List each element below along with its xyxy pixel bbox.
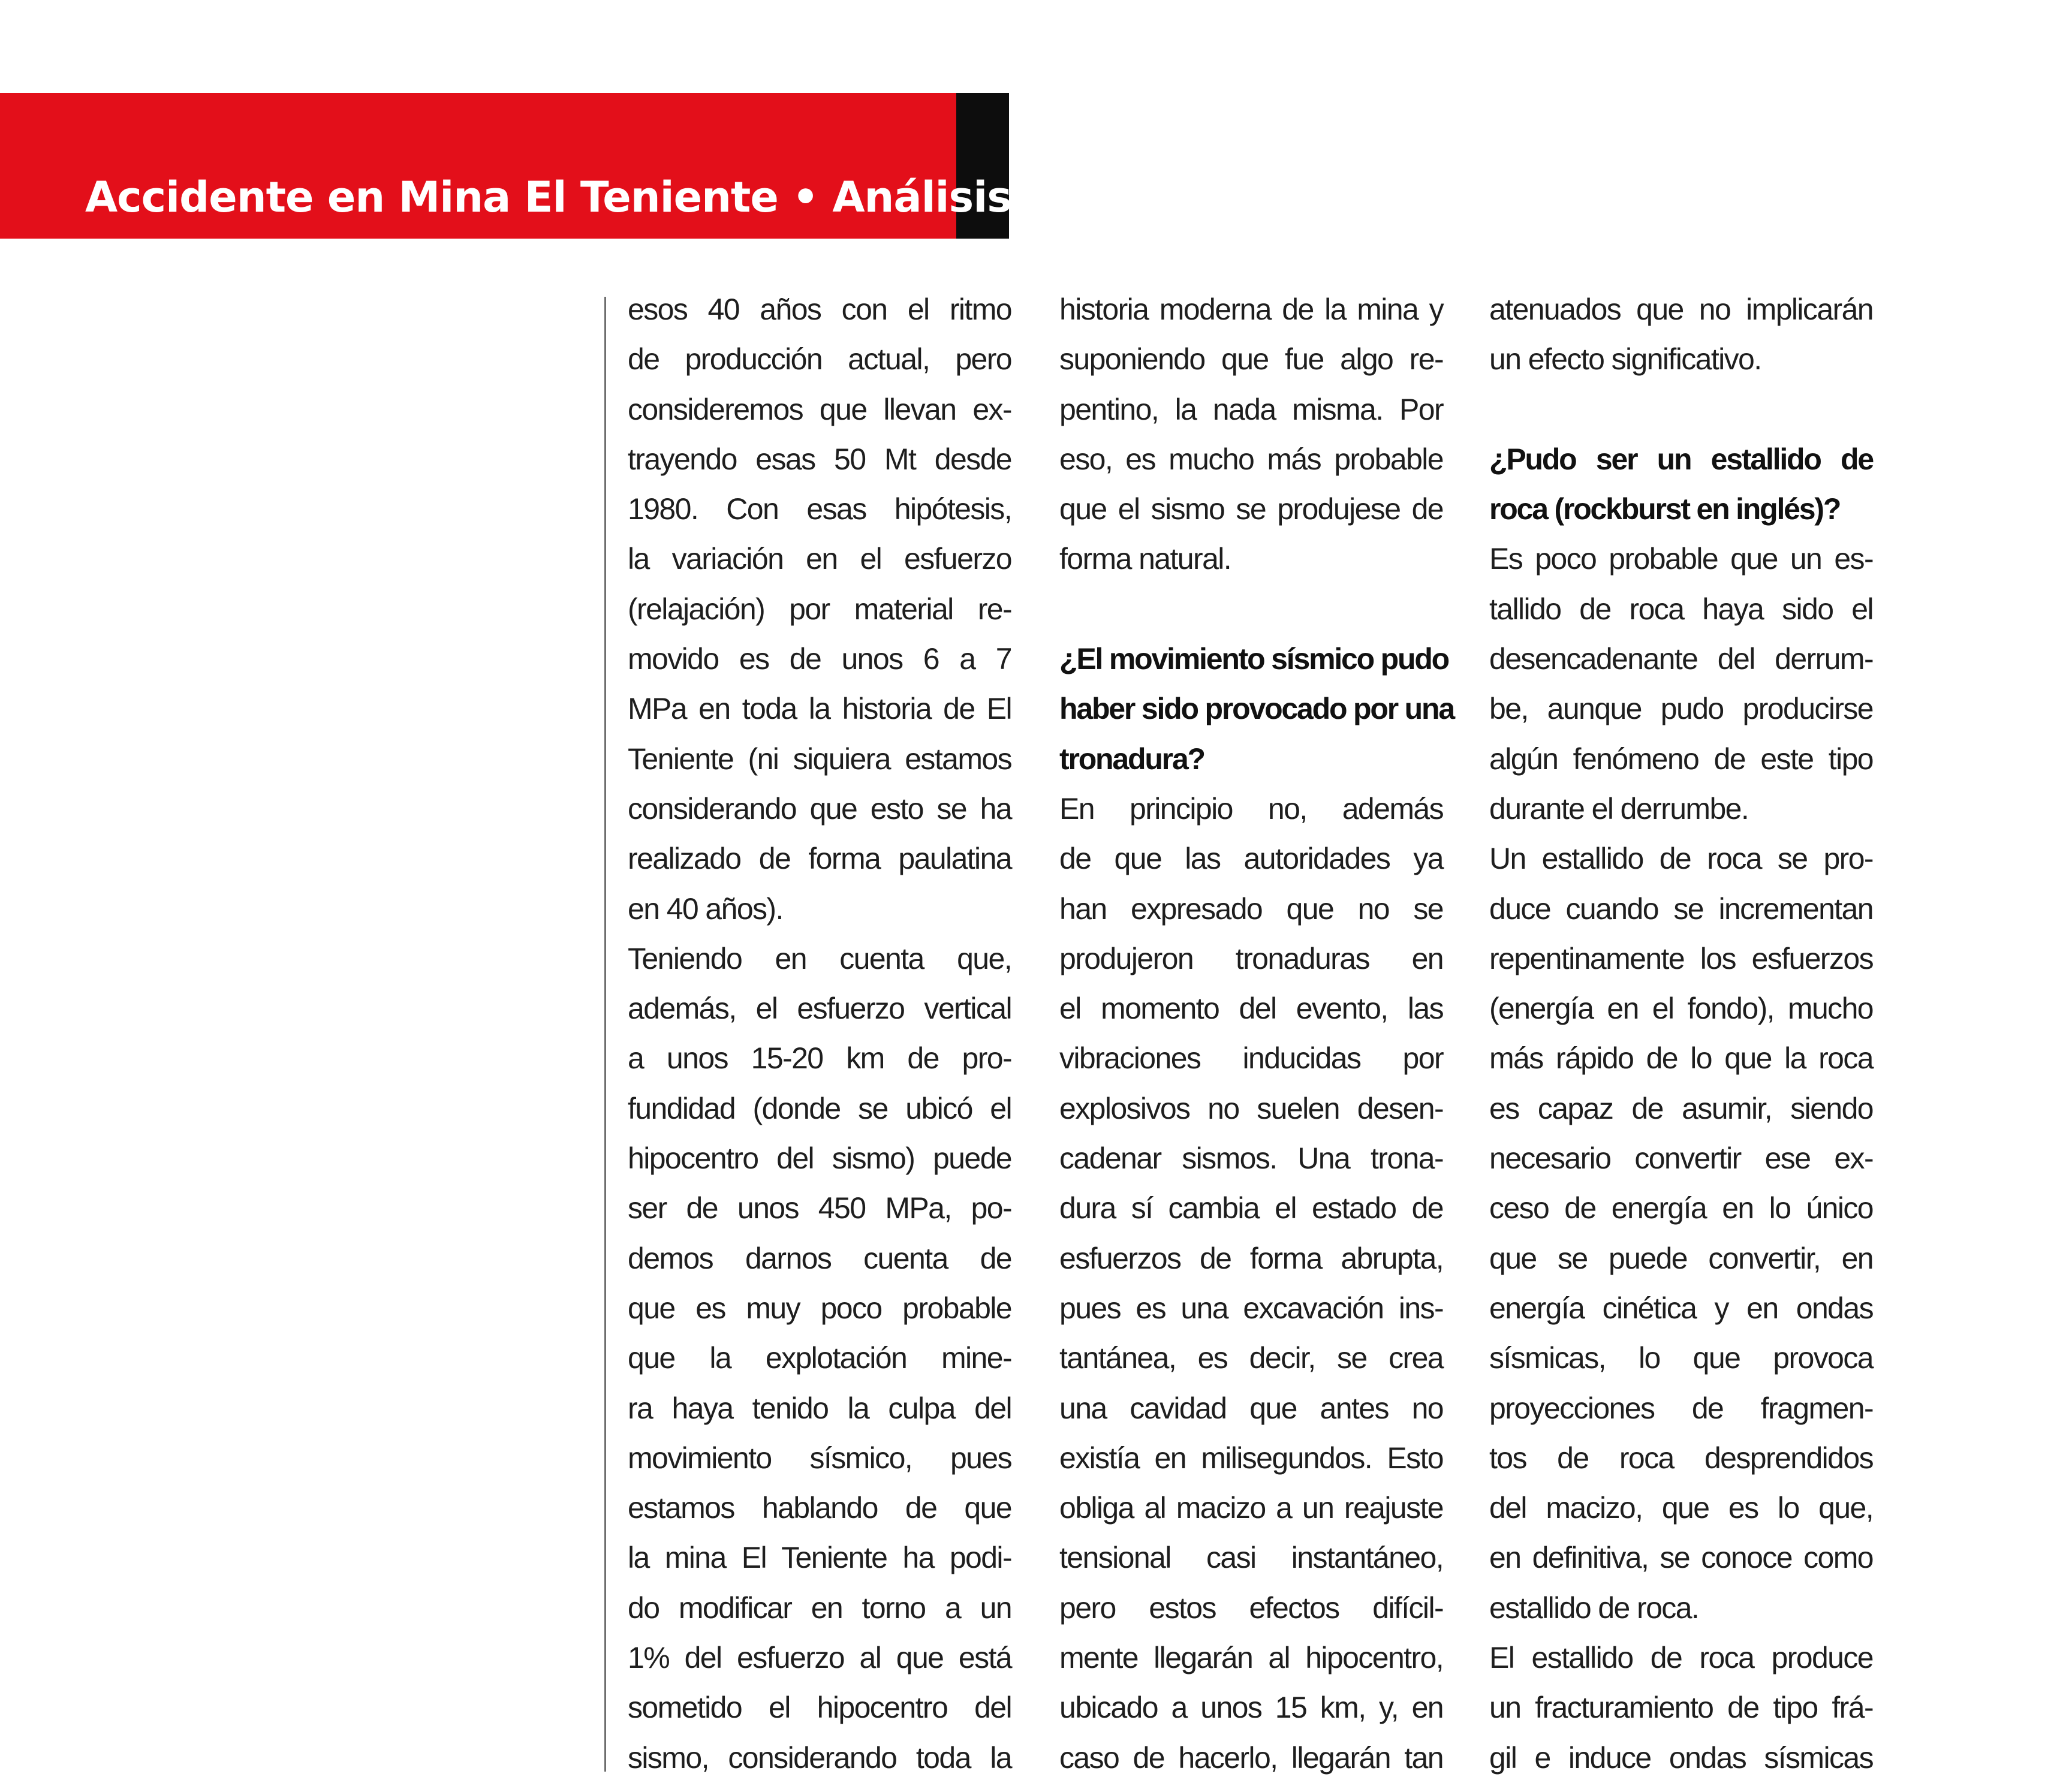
text-line: tensional casi instantáneo,	[1059, 1541, 1443, 1575]
text-line: ceso de energía en lo único	[1489, 1191, 1873, 1225]
text-line: pues es una excavación ins-	[1059, 1291, 1443, 1325]
subheading-line: ¿El movimiento sísmico pudo	[1059, 642, 1449, 676]
text-line: trayendo esas 50 Mt desde	[628, 442, 1011, 476]
text-line: proyecciones de fragmen-	[1489, 1391, 1873, 1425]
text-line: sísmicas, lo que provoca	[1489, 1341, 1873, 1375]
text-line: de producción actual, pero	[628, 342, 1011, 377]
text-line: caso de hacerlo, llegarán tan	[1059, 1740, 1443, 1775]
text-line: estallido de roca.	[1489, 1591, 1699, 1625]
text-line: consideremos que llevan ex-	[628, 392, 1011, 426]
text-line: sometido el hipocentro del	[628, 1691, 1011, 1725]
text-line: forma natural.	[1059, 542, 1231, 576]
text-line: gil e induce ondas sísmicas	[1489, 1740, 1873, 1775]
text-line: considerando que esto se ha	[628, 791, 1011, 826]
text-line: realizado de forma paulatina	[628, 842, 1011, 876]
text-line: han expresado que no se	[1059, 892, 1443, 926]
text-line: movido es de unos 6 a 7	[628, 642, 1011, 676]
text-line: cadenar sismos. Una trona-	[1059, 1142, 1443, 1176]
text-line: ser de unos 450 MPa, po-	[628, 1191, 1011, 1225]
text-line: la variación en el esfuerzo	[628, 542, 1011, 576]
text-line: la mina El Teniente ha podi-	[628, 1541, 1011, 1575]
text-line: be, aunque pudo producirse	[1489, 692, 1873, 726]
section-title: Accidente en Mina El Teniente • Análisis	[85, 173, 1011, 222]
text-line: durante el derrumbe.	[1489, 791, 1749, 826]
text-line: energía cinética y en ondas	[1489, 1291, 1873, 1325]
text-line: que es muy poco probable	[628, 1291, 1011, 1325]
column-rule	[604, 297, 606, 1772]
subheading-line: roca (rockburst en inglés)?	[1489, 492, 1841, 526]
text-line: que se puede convertir, en	[1489, 1241, 1873, 1275]
subheading-line: ¿Pudo ser un estallido de	[1489, 442, 1873, 476]
text-line: historia moderna de la mina y	[1059, 293, 1443, 326]
text-line: necesario convertir ese ex-	[1489, 1142, 1873, 1176]
article-column-2	[1059, 285, 1454, 1783]
text-line: mente llegarán al hipocentro,	[1059, 1641, 1443, 1675]
text-line: un fracturamiento de tipo frá-	[1489, 1691, 1873, 1725]
text-line: duce cuando se incrementan	[1489, 892, 1873, 926]
text-line: (energía en el fondo), mucho	[1489, 992, 1873, 1026]
text-line: 1980. Con esas hipótesis,	[628, 492, 1011, 526]
text-line: existía en milisegundos. Esto	[1059, 1441, 1443, 1475]
text-line: pentino, la nada misma. Por	[1059, 392, 1443, 426]
text-line: vibraciones inducidas por	[1059, 1041, 1443, 1076]
text-line: MPa en toda la historia de El	[628, 692, 1011, 726]
text-line: suponiendo que fue algo re-	[1059, 342, 1443, 377]
text-line: el momento del evento, las	[1059, 992, 1443, 1026]
text-line: pero estos efectos difícil-	[1059, 1591, 1443, 1625]
subheading-line: tronadura?	[1059, 742, 1204, 776]
text-line: explosivos no suelen desen-	[1059, 1091, 1443, 1125]
text-line: una cavidad que antes no	[1059, 1391, 1443, 1425]
text-line: 1% del esfuerzo al que está	[628, 1641, 1011, 1675]
text-line: Es poco probable que un es-	[1489, 542, 1873, 576]
text-line: a unos 15-20 km de pro-	[628, 1041, 1011, 1076]
text-line: Teniente (ni siquiera estamos	[628, 742, 1011, 776]
text-line: del macizo, que es lo que,	[1489, 1491, 1873, 1525]
text-line: que la explotación mine-	[628, 1341, 1011, 1375]
text-line: hipocentro del sismo) puede	[628, 1142, 1011, 1176]
text-line: de que las autoridades ya	[1059, 842, 1443, 876]
text-line: que el sismo se produjese de	[1059, 492, 1443, 526]
text-line: demos darnos cuenta de	[628, 1241, 1011, 1275]
text-line: más rápido de lo que la roca	[1489, 1041, 1873, 1076]
subheading-line: haber sido provocado por una	[1059, 692, 1454, 726]
text-line: eso, es mucho más probable	[1059, 442, 1443, 476]
text-line: tallido de roca haya sido el	[1489, 592, 1873, 626]
paragraph-gap	[1059, 585, 1443, 634]
text-line: sismo, considerando toda la	[628, 1740, 1011, 1775]
text-line: tos de roca desprendidos	[1489, 1441, 1873, 1475]
text-line: repentinamente los esfuerzos	[1489, 941, 1873, 975]
article-column-1	[628, 285, 1011, 1783]
text-line: un efecto significativo.	[1489, 342, 1761, 377]
text-line: do modificar en torno a un	[628, 1591, 1011, 1625]
text-line: Un estallido de roca se pro-	[1489, 842, 1873, 876]
text-line: fundidad (donde se ubicó el	[628, 1091, 1011, 1125]
text-line: movimiento sísmico, pues	[628, 1441, 1011, 1475]
text-line: tantánea, es decir, se crea	[1059, 1341, 1443, 1375]
text-line: atenuados que no implicarán	[1489, 293, 1873, 326]
text-line: estamos hablando de que	[628, 1491, 1011, 1525]
text-line: además, el esfuerzo vertical	[628, 992, 1011, 1026]
text-line: en definitiva, se conoce como	[1489, 1541, 1873, 1575]
text-line: ubicado a unos 15 km, y, en	[1059, 1691, 1443, 1725]
text-line: dura sí cambia el estado de	[1059, 1191, 1443, 1225]
text-line: Teniendo en cuenta que,	[628, 941, 1011, 975]
text-line: ra haya tenido la culpa del	[628, 1391, 1011, 1425]
text-line: esfuerzos de forma abrupta,	[1059, 1241, 1443, 1275]
text-line: en 40 años).	[628, 892, 783, 926]
text-line: El estallido de roca produce	[1489, 1641, 1873, 1675]
text-line: En principio no, además	[1059, 791, 1443, 826]
text-line: (relajación) por material re-	[628, 592, 1011, 626]
text-line: es capaz de asumir, siendo	[1489, 1091, 1873, 1125]
text-line: desencadenante del derrum-	[1489, 642, 1873, 676]
text-line: produjeron tronaduras en	[1059, 941, 1443, 975]
text-line: algún fenómeno de este tipo	[1489, 742, 1873, 776]
article-column-3	[1489, 285, 1873, 1783]
text-line: obliga al macizo a un reajuste	[1059, 1491, 1443, 1525]
text-line: esos 40 años con el ritmo	[628, 293, 1011, 326]
paragraph-gap	[1489, 385, 1873, 435]
